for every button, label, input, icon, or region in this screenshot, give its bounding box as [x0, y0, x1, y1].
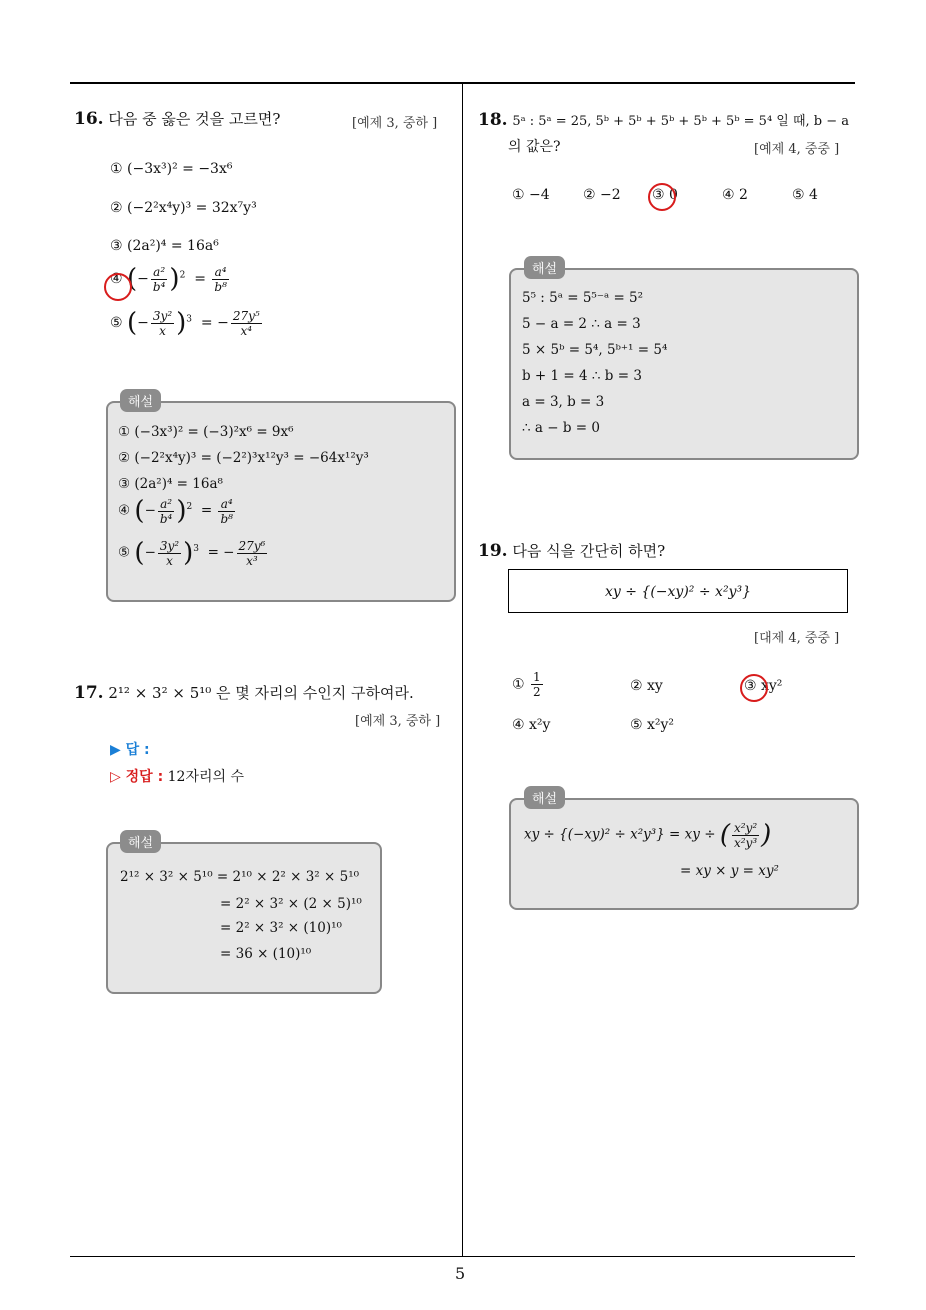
- q19-answer-circle: [740, 674, 768, 702]
- q19-sol-line1-left: xy ÷ {(−xy)² ÷ x²y³} = xy ÷: [524, 826, 716, 843]
- q16-sol4-num: a²: [158, 497, 175, 512]
- q16-option-4[interactable]: ④ (− $\frac{\text{a²}}{\text{b⁴}}$ )$^2$ = $\frac{\text{a⁴}}{\text{b⁸}}$: [110, 264, 227, 294]
- q18-answer-circle: [648, 183, 676, 211]
- q19-option-3[interactable]: ③ xy²: [744, 678, 783, 694]
- q16-opt5-exp: 3: [186, 314, 193, 325]
- q18-title-line-2: 의 값은?: [508, 139, 561, 155]
- q19-opt1-den: 2: [533, 685, 541, 699]
- q16-opt4-num: a²: [151, 265, 168, 280]
- q17-solution-tag: 해설: [120, 830, 161, 853]
- q17-correct-answer: [110, 766, 244, 786]
- q16-opt4-rhs-num: a⁴: [212, 265, 229, 280]
- q17-number: 17.: [74, 683, 104, 703]
- q19-title: 다음 식을 간단히 하면?: [512, 542, 666, 560]
- q19-expression-box: [508, 569, 848, 613]
- q16-opt4-exp: 2: [179, 270, 186, 281]
- q16-opt4-den: b⁴: [152, 279, 166, 294]
- q16-sol5-den: x: [166, 553, 173, 568]
- q16-sol5-marker: ⑤: [118, 544, 131, 561]
- q16-header: [74, 108, 280, 129]
- q19-solution-line-2: = xy × y = xy²: [680, 863, 779, 879]
- q17-correct-value: 12자리의 수: [167, 769, 244, 785]
- q16-opt4-rhs-den: b⁸: [214, 279, 227, 294]
- q18-header: [478, 110, 849, 130]
- q17-solution-line-3: = 2² × 3² × (10)¹⁰: [220, 920, 342, 936]
- q19-header: [478, 540, 665, 561]
- q16-sol4-marker: ④: [118, 502, 131, 519]
- q16-title: 다음 중 옳은 것을 고르면?: [108, 110, 281, 128]
- q16-sol5-rhs-num: 27y⁶: [238, 538, 266, 553]
- q18-number: 18.: [478, 110, 508, 130]
- page-number: 5: [455, 1264, 466, 1283]
- q16-sol4-rhs-num: a⁴: [218, 497, 235, 512]
- q16-opt5-num: 3y²: [152, 308, 173, 323]
- q16-source: [예제 3, 중하 ]: [352, 116, 438, 131]
- q16-sol5-num: 3y²: [159, 538, 180, 553]
- q17-source: [예제 3, 중하 ]: [355, 714, 441, 729]
- q16-option-5[interactable]: ⑤ (− $\frac{\text{3y²}}{x}$ )$^3$ = − $\frac{\text{27y⁵}}{\text{x⁴}}$: [110, 308, 260, 338]
- q18-solution-line-3: 5 × 5ᵇ = 5⁴, 5ᵇ⁺¹ = 5⁴: [522, 342, 668, 358]
- q17-solution-line-1: 2¹² × 3² × 5¹⁰ = 2¹⁰ × 2² × 3² × 5¹⁰: [120, 869, 360, 885]
- q18-solution-tag: 해설: [524, 256, 565, 279]
- column-divider: [462, 84, 463, 1256]
- q18-option-4[interactable]: ④ 2: [722, 187, 748, 203]
- footer-rule: [70, 1256, 855, 1257]
- q17-header: [74, 682, 414, 703]
- q16-sol4-rhs-den: b⁸: [220, 511, 233, 526]
- q18-option-2[interactable]: ② −2: [583, 187, 621, 203]
- q16-sol5-rhs-den: x³: [246, 553, 258, 568]
- q17-answer-label[interactable]: ▶ 답 :: [110, 742, 150, 758]
- q19-expression: xy ÷ {(−xy)² ÷ x²y³}: [605, 584, 751, 600]
- q18-option-5[interactable]: ⑤ 4: [792, 187, 818, 203]
- q18-solution-line-6: ∴ a − b = 0: [522, 420, 600, 436]
- q18-option-3[interactable]: ③ 0: [652, 187, 678, 203]
- q19-option-1[interactable]: [512, 670, 545, 699]
- q18-source: [예제 4, 중중 ]: [754, 142, 840, 157]
- q19-source: [대제 4, 중중 ]: [754, 631, 840, 646]
- q19-option-5[interactable]: ⑤ x²y²: [630, 717, 675, 733]
- q16-sol4-den: b⁴: [159, 511, 173, 526]
- q16-solution-line-1: ① (−3x³)² = (−3)²x⁶ = 9x⁶: [118, 424, 294, 440]
- q17-solution-box: [106, 842, 382, 994]
- q19-option-2[interactable]: ② xy: [630, 678, 663, 694]
- q19-option-1-marker: ①: [512, 676, 525, 693]
- q18-solution-line-4: b + 1 = 4 ∴ b = 3: [522, 368, 642, 384]
- q16-solution-tag: 해설: [120, 389, 161, 412]
- q16-number: 16.: [74, 109, 104, 129]
- q18-solution-line-5: a = 3, b = 3: [522, 394, 605, 410]
- q19-option-4[interactable]: ④ x²y: [512, 717, 551, 733]
- q16-solution-line-3: ③ (2a²)⁴ = 16a⁸: [118, 476, 223, 492]
- q16-option-5-marker: ⑤: [110, 315, 123, 331]
- q16-opt5-den: x: [159, 323, 166, 338]
- q16-option-1[interactable]: ① (−3x³)² = −3x⁶: [110, 161, 233, 177]
- q17-correct-label: ▷ 정답 :: [110, 769, 164, 785]
- q16-sol5-exp: 3: [193, 544, 199, 554]
- q18-title: 5ᵃ : 5ᵃ = 25, 5ᵇ + 5ᵇ + 5ᵇ + 5ᵇ + 5ᵇ = 5⁴ 일 때, b − a: [512, 114, 850, 129]
- q16-solution-line-4: ④ (− $\frac{\text{a²}}{\text{b⁴}}$ )$^2$ = $\frac{\text{a⁴}}{\text{b⁸}}$: [118, 496, 233, 526]
- q19-solution-box: [509, 798, 859, 910]
- q17-solution-line-4: = 36 × (10)¹⁰: [220, 946, 312, 962]
- q18-solution-line-2: 5 − a = 2 ∴ a = 3: [522, 316, 641, 332]
- q19-number: 19.: [478, 541, 508, 561]
- q17-title: 2¹² × 3² × 5¹⁰ 은 몇 자리의 수인지 구하여라.: [108, 684, 414, 702]
- q16-option-3[interactable]: ③ (2a²)⁴ = 16a⁶: [110, 238, 219, 254]
- q16-solution-line-2: ② (−2²x⁴y)³ = (−2²)³x¹²y³ = −64x¹²y³: [118, 450, 369, 466]
- q19-solution-line-1: xy ÷ {(−xy)² ÷ x²y³} = xy ÷ ( $\frac{\text{x²y²}}{\text{x²y³}}$ ): [524, 820, 772, 850]
- q16-answer-circle: [104, 273, 132, 301]
- q16-sol4-exp: 2: [186, 502, 193, 512]
- q19-sol-frac-num: x²y²: [733, 820, 758, 835]
- q19-opt1-num: 1: [533, 670, 541, 684]
- q19-sol-frac-den: x²y³: [733, 835, 758, 850]
- q16-opt5-rhs-den: x⁴: [240, 323, 253, 338]
- q16-option-4-marker: ④: [110, 271, 123, 287]
- q17-solution-line-2: = 2² × 3² × (2 × 5)¹⁰: [220, 896, 362, 912]
- q16-option-2[interactable]: ② (−2²x⁴y)³ = 32x⁷y³: [110, 200, 257, 216]
- q16-solution-line-5: ⑤ (− $\frac{\text{3y²}}{x}$ )$^3$ = − $\frac{\text{27y⁶}}{\text{x³}}$: [118, 538, 266, 568]
- q19-solution-tag: 해설: [524, 786, 565, 809]
- q18-option-1[interactable]: ① −4: [512, 187, 550, 203]
- q18-solution-line-1: 5⁵ : 5ᵃ = 5⁵⁻ᵃ = 5²: [522, 290, 644, 306]
- q16-opt5-rhs-num: 27y⁵: [232, 308, 260, 323]
